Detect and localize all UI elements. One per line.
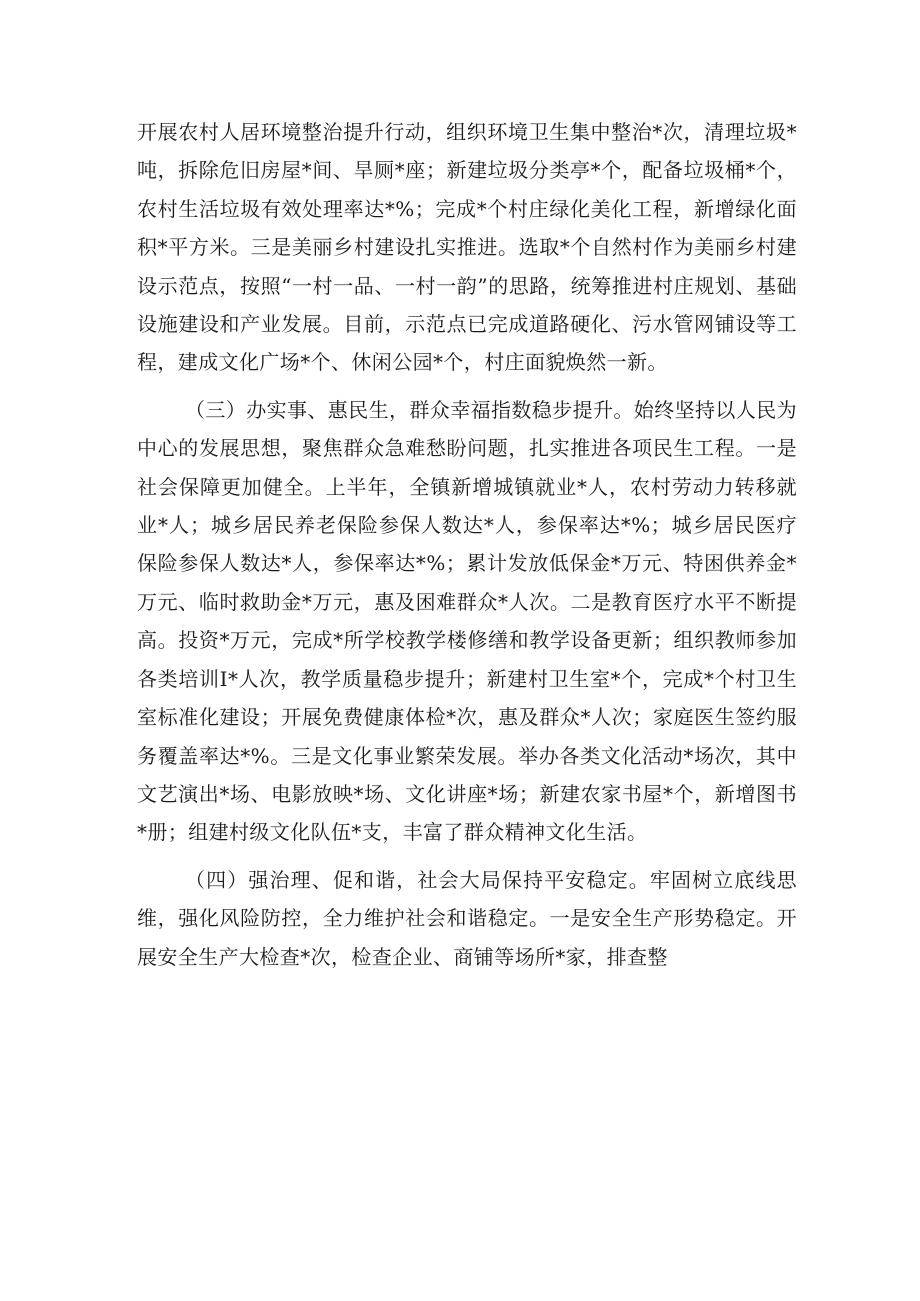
paragraph-rural-environment: 开展农村人居环境整治提升行动，组织环境卫生集中整治*次，清理垃圾*吨，拆除危旧房屋*间、旱厕*座；新建垃圾分类亭*个，配备垃圾桶*个，农村生活垃圾有效处理率达*%；完成*个村庄绿化美化工程，新增绿化面积*平方米。三是美丽乡村建设扎实推进。选取*个自然村作为美丽乡村建设示范点，按照“一村一品、一村一韵”的思路，统筹推进村庄规划、基础设施建设和产业发展。目前，示范点已完成道路硬化、污水管网铺设等工程，建成文化广场*个、休闲公园*个，村庄面貌焕然一新。 xyxy=(137,120,797,375)
document-page xyxy=(137,113,797,985)
paragraph-livelihood: （三）办实事、惠民生，群众幸福指数稳步提升。始终坚持以人民为中心的发展思想，聚焦群众急难愁盼问题，扎实推进各项民生工程。一是社会保障更加健全。上半年，全镇新增城镇就业*人，农村劳动力转移就业*人；城乡居民养老保险参保人数达*人，参保率达*%；城乡居民医疗保险参保人数达*人，参保率达*%；累计发放低保金*万元、特困供养金*万元、临时救助金*万元，惠及困难群众*人次。二是教育医疗水平不断提高。投资*万元，完成*所学校教学楼修缮和教学设备更新；组织教师参加各类培训I*人次，教学质量稳步提升；新建村卫生室*个，完成*个村卫生室标准化建设；开展免费健康体检*次，惠及群众*人次；家庭医生签约服务覆盖率达*%。三是文化事业繁荣发展。举办各类文化活动*场次，其中文艺演出*场、电影放映*场、文化讲座*场；新建农家书屋*个，新增图书*册；组建村级文化队伍*支，丰富了群众精神文化生活。 xyxy=(137,397,797,845)
paragraph-governance: （四）强治理、促和谐，社会大局保持平安稳定。牢固树立底线思维，强化风险防控，全力维护社会和谐稳定。一是安全生产形势稳定。开展安全生产大检查*次，检查企业、商铺等场所*家，排查整 xyxy=(137,867,797,969)
